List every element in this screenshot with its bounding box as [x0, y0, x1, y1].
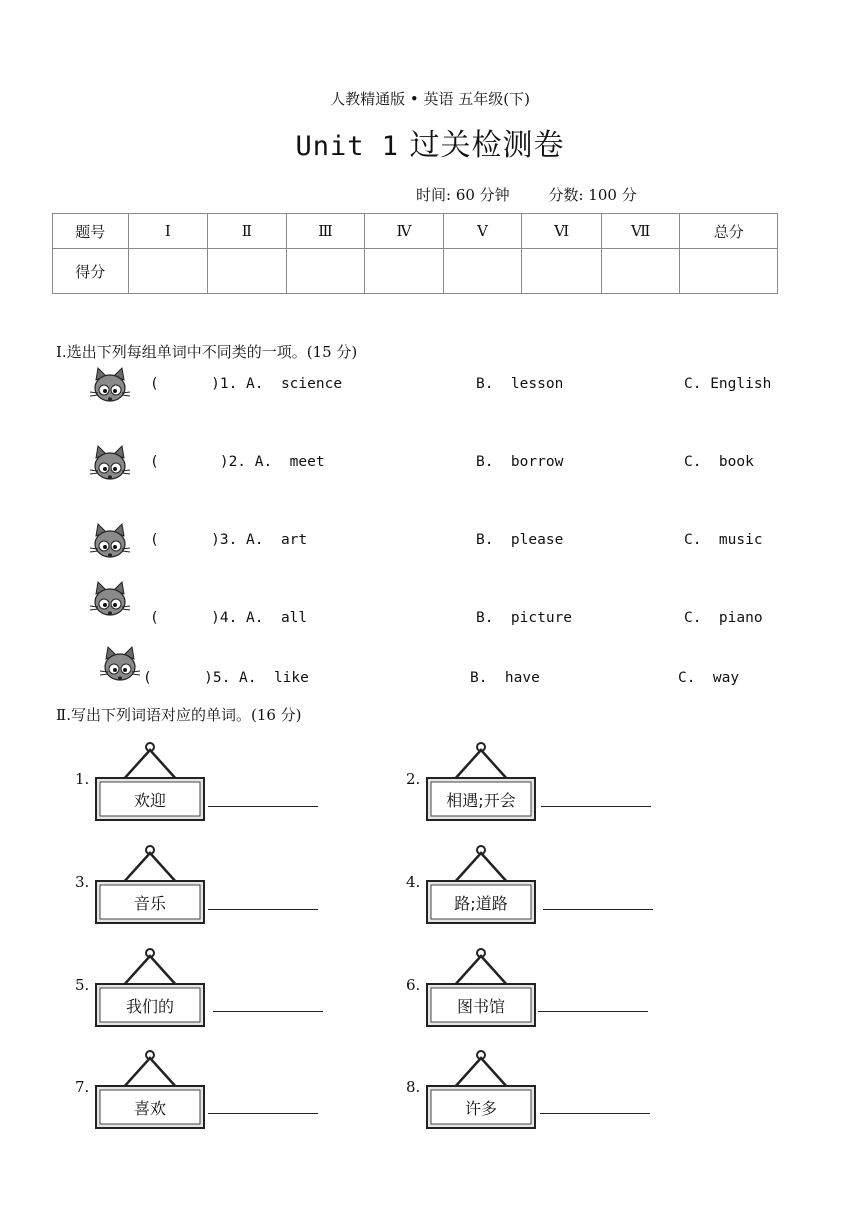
score-cell[interactable]: [601, 249, 680, 294]
cat-icon: [88, 444, 132, 484]
score-table: [52, 213, 778, 294]
cat-icon: [88, 580, 132, 620]
sign-item-8: [406, 1050, 546, 1135]
question-5: [0, 645, 860, 685]
sign-word: 音乐: [133, 893, 166, 913]
item-number: 3.: [75, 873, 90, 891]
option-b: B. lesson: [476, 376, 564, 392]
option-c: C. way: [678, 670, 740, 686]
score-cell[interactable]: [680, 249, 778, 294]
option-b: B. picture: [476, 610, 573, 626]
answer-blank-5[interactable]: [213, 1011, 323, 1012]
edition-line: 人教精通版 • 英语 五年级(下): [330, 90, 530, 108]
answer-blank-2[interactable]: [541, 806, 651, 807]
score-cell[interactable]: [443, 249, 522, 294]
sign-word: 图书馆: [456, 996, 505, 1016]
page-title: [0, 120, 860, 164]
sign-word: 相遇;开会: [446, 790, 516, 810]
score-cell[interactable]: [286, 249, 365, 294]
option-c: C. English: [684, 376, 772, 392]
total-score: 分数: 100 分: [548, 186, 637, 204]
score-cell[interactable]: [128, 249, 208, 294]
header-cell: Ⅴ: [443, 214, 522, 249]
question-stem: ( )1. A. science: [150, 376, 343, 392]
title-unit: Unit 1: [295, 131, 399, 162]
header-cell: 总分: [680, 214, 778, 249]
item-number: 6.: [406, 976, 421, 994]
score-table-score-row: [53, 249, 778, 294]
item-number: 4.: [406, 873, 421, 891]
header-cell: Ⅱ: [208, 214, 287, 249]
answer-blank-7[interactable]: [208, 1113, 318, 1114]
header-cell: Ⅰ: [128, 214, 208, 249]
question-stem: ( )3. A. art: [150, 532, 308, 548]
cat-icon: [88, 522, 132, 562]
score-row-label: 得分: [53, 249, 129, 294]
question-1: [0, 366, 860, 406]
sign-item-5: [75, 948, 215, 1033]
item-number: 8.: [406, 1078, 421, 1096]
sign-item-4: [406, 845, 546, 930]
time-limit: 时间: 60 分钟: [416, 186, 510, 204]
score-cell[interactable]: [208, 249, 287, 294]
question-2: [0, 444, 860, 484]
option-b: B. please: [476, 532, 564, 548]
header-cell: Ⅲ: [286, 214, 365, 249]
answer-blank-1[interactable]: [208, 806, 318, 807]
question-stem: ( )2. A. meet: [150, 454, 325, 470]
section1-heading: Ⅰ.选出下列每组单词中不同类的一项。(15 分): [56, 343, 358, 361]
header-cell: Ⅶ: [601, 214, 680, 249]
header-cell: Ⅳ: [365, 214, 444, 249]
question-3: [0, 522, 860, 562]
sign-word: 喜欢: [133, 1098, 166, 1118]
sign-item-3: [75, 845, 215, 930]
sign-item-2: [406, 742, 546, 827]
sign-item-6: [406, 948, 546, 1033]
sign-item-7: [75, 1050, 215, 1135]
item-number: 1.: [75, 770, 90, 788]
score-cell[interactable]: [522, 249, 602, 294]
answer-blank-4[interactable]: [543, 909, 653, 910]
header-cell: 题号: [53, 214, 129, 249]
sign-item-1: [75, 742, 215, 827]
exam-meta: [416, 184, 671, 205]
item-number: 5.: [75, 976, 90, 994]
section2-heading: Ⅱ.写出下列词语对应的单词。(16 分): [56, 706, 302, 724]
option-b: B. have: [470, 670, 540, 686]
item-number: 2.: [406, 770, 421, 788]
item-number: 7.: [75, 1078, 90, 1096]
sign-word: 我们的: [125, 996, 174, 1016]
question-stem: ( )5. A. like: [143, 670, 309, 686]
score-table-header-row: [53, 214, 778, 249]
answer-blank-6[interactable]: [538, 1011, 648, 1012]
cat-icon: [88, 366, 132, 406]
sign-word: 路;道路: [454, 893, 508, 913]
cat-icon: [98, 645, 142, 685]
score-cell[interactable]: [365, 249, 444, 294]
header-cell: Ⅵ: [522, 214, 602, 249]
title-cn: 过关检测卷: [409, 128, 565, 163]
option-c: C. music: [684, 532, 763, 548]
question-4: [0, 580, 860, 626]
option-b: B. borrow: [476, 454, 564, 470]
sign-word: 欢迎: [133, 790, 166, 810]
answer-blank-3[interactable]: [208, 909, 318, 910]
option-c: C. piano: [684, 610, 763, 626]
sign-word: 许多: [464, 1098, 497, 1118]
answer-blank-8[interactable]: [540, 1113, 650, 1114]
option-c: C. book: [684, 454, 754, 470]
question-stem: ( )4. A. all: [150, 610, 308, 626]
